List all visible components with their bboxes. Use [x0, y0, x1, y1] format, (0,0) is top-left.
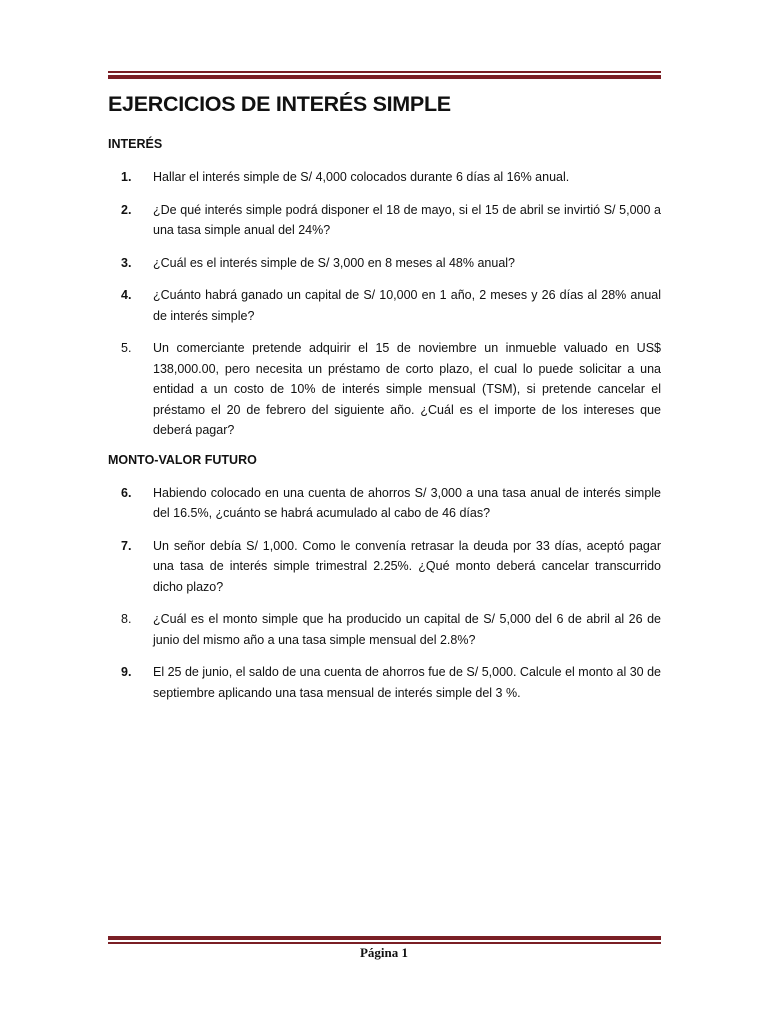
exercise-text: Habiendo colocado en una cuenta de ahorros S/ 3,000 a una tasa anual de interés simple del 16.5%, ¿cuánto se habrá acumulado al cabo de 46 días? — [153, 485, 661, 520]
exercise-number: 7. — [121, 538, 132, 553]
exercise-number: 2. — [121, 202, 132, 217]
exercise-text: ¿Cuál es el interés simple de S/ 3,000 en 8 meses al 48% anual? — [153, 255, 516, 270]
exercise-item — [108, 253, 661, 274]
exercise-item — [108, 200, 661, 241]
exercise-text: ¿De qué interés simple podrá disponer el 18 de mayo, si el 15 de abril se invirtió S/ 5,000 a una tasa simple anual del 24%? — [153, 202, 661, 237]
page-number: Página 1 — [359, 945, 409, 960]
section-heading-monto: MONTO-VALOR FUTURO — [108, 452, 257, 467]
footer-rule — [108, 936, 661, 944]
exercise-text: El 25 de junio, el saldo de una cuenta de ahorros fue de S/ 5,000. Calcule el monto al 30 de septiembre aplicando una tasa mensual de interés simple del 3 %. — [153, 665, 661, 700]
exercise-number: 1. — [121, 170, 132, 184]
exercise-number: 9. — [121, 665, 132, 679]
exercise-text: Un señor debía S/ 1,000. Como le convenía retrasar la deuda por 33 días, aceptó pagar una tasa de interés simple trimestral 2.25%. ¿Qué monto deberá cancelar transcurrido dicho plazo? — [153, 538, 661, 594]
exercise-item — [108, 167, 661, 188]
exercise-item — [108, 609, 661, 650]
exercise-number: 5. — [121, 341, 132, 355]
exercise-text: ¿Cuál es el monto simple que ha producido un capital de S/ 5,000 del 6 de abril al 26 de junio del mismo año a una tasa simple mensual del 2.8%? — [153, 612, 661, 647]
document-title: EJERCICIOS DE INTERÉS SIMPLE — [108, 92, 451, 116]
exercise-list-interes — [108, 167, 661, 441]
exercise-number: 3. — [121, 255, 132, 270]
document-body — [108, 92, 661, 715]
exercise-item — [108, 536, 661, 598]
header-rule — [108, 71, 661, 79]
exercise-text: Hallar el interés simple de S/ 4,000 colocados durante 6 días al 16% anual. — [153, 170, 570, 184]
exercise-item — [108, 662, 661, 703]
exercise-item — [108, 338, 661, 441]
exercise-number: 6. — [121, 485, 132, 500]
exercise-text: ¿Cuánto habrá ganado un capital de S/ 10,000 en 1 año, 2 meses y 26 días al 28% anual de interés simple? — [153, 288, 661, 323]
exercise-list-monto — [108, 483, 661, 704]
section-heading-interes: INTERÉS — [108, 137, 163, 151]
exercise-number: 8. — [121, 612, 132, 626]
exercise-text: Un comerciante pretende adquirir el 15 de noviembre un inmueble valuado en US$ 138,000.00, pero necesita un préstamo de corto plazo, el cual lo puede solicitar a una entidad a un costo de 10% de interés simple mensual (TSM), si pretende cancelar el préstamo el 20 de febrero del siguiente año. ¿Cuál es el importe de los intereses que deberá pagar? — [153, 341, 661, 437]
exercise-item — [108, 483, 661, 524]
exercise-number: 4. — [121, 288, 132, 302]
exercise-item — [108, 285, 661, 326]
